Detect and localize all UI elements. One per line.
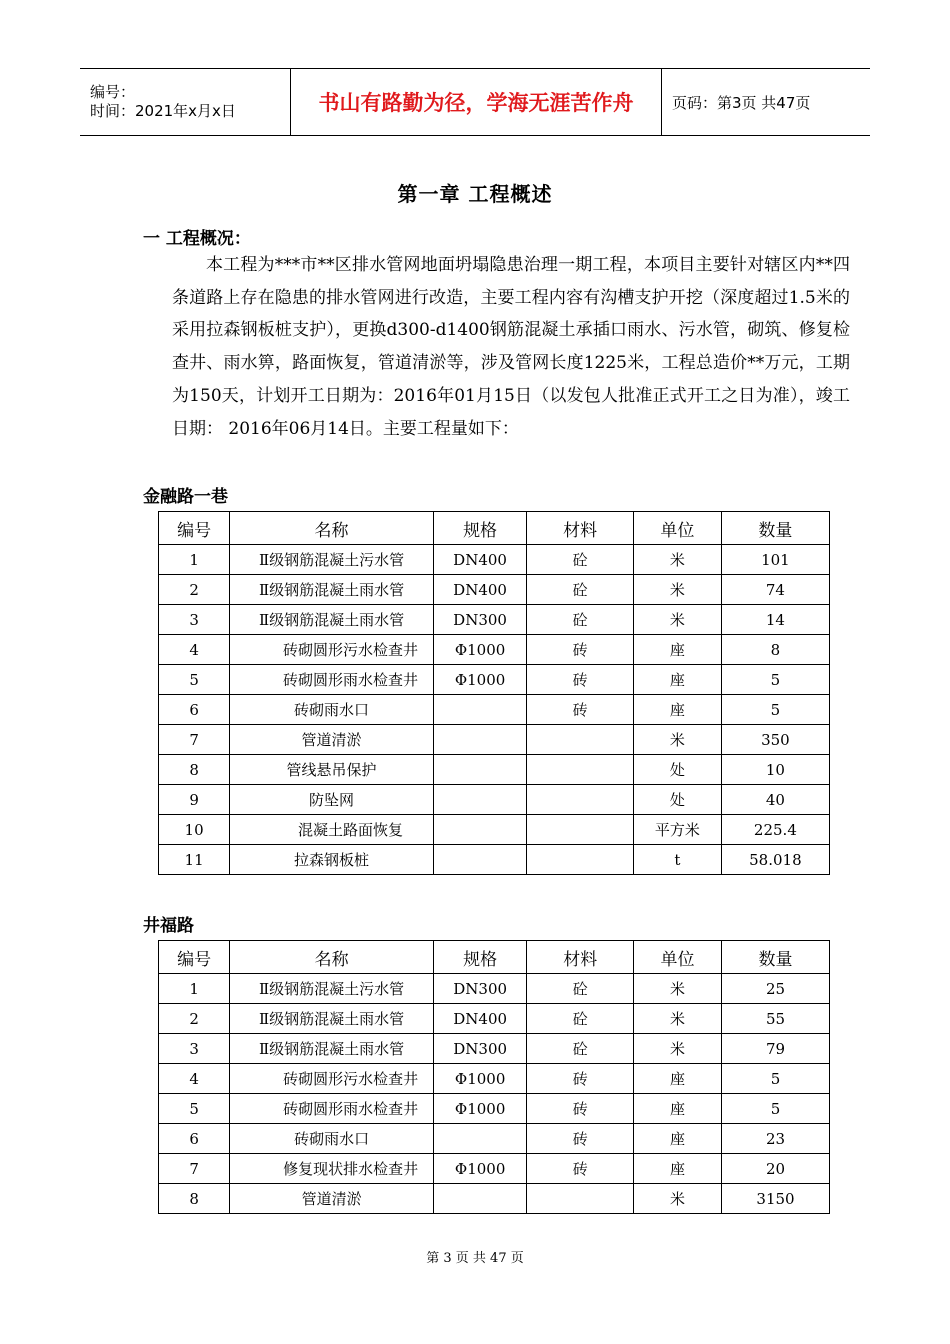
table-row xyxy=(159,575,830,605)
table-cell: 座 xyxy=(634,1094,722,1124)
table-cell: 砖砌雨水口 xyxy=(230,1124,434,1154)
serial-label: 编号： xyxy=(90,83,136,101)
table-cell: Φ1000 xyxy=(433,665,526,695)
table-cell: 3150 xyxy=(722,1184,830,1214)
table-cell: 6 xyxy=(159,695,230,725)
table-cell: 5 xyxy=(722,1064,830,1094)
table-row xyxy=(159,665,830,695)
table-cell: 砖 xyxy=(527,1094,634,1124)
table-cell: DN300 xyxy=(433,974,526,1004)
table-cell: Ⅱ级钢筋混凝土污水管 xyxy=(230,974,434,1004)
table-row xyxy=(159,974,830,1004)
column-header: 材料 xyxy=(527,941,634,974)
table-cell: 砖砌圆形雨水检查井 xyxy=(230,1094,434,1124)
table-cell: 101 xyxy=(721,545,829,575)
table-cell: 225.4 xyxy=(721,815,829,845)
table-cell: 修复现状排水检查井 xyxy=(230,1154,434,1184)
page-header xyxy=(80,68,870,136)
table-cell: 6 xyxy=(159,1124,230,1154)
table-cell xyxy=(433,695,526,725)
table-row xyxy=(159,785,830,815)
table-cell: 管线悬吊保护 xyxy=(230,755,434,785)
table-cell xyxy=(527,755,634,785)
table-row xyxy=(159,635,830,665)
table-cell: 5 xyxy=(159,665,230,695)
table-cell: 4 xyxy=(159,635,230,665)
table-cell xyxy=(433,785,526,815)
table-cell xyxy=(433,1184,526,1214)
table-cell: 40 xyxy=(721,785,829,815)
table-cell xyxy=(433,755,526,785)
table-cell: 管道清淤 xyxy=(230,1184,434,1214)
table-cell xyxy=(527,845,634,875)
table-cell: DN400 xyxy=(433,575,526,605)
table-cell: Φ1000 xyxy=(433,1064,526,1094)
column-header: 名称 xyxy=(230,512,434,545)
table-row xyxy=(159,815,830,845)
table-cell xyxy=(527,815,634,845)
table-cell: 防坠网 xyxy=(230,785,434,815)
table-cell: 处 xyxy=(633,785,721,815)
table-cell: 7 xyxy=(159,1154,230,1184)
table-row xyxy=(159,1064,830,1094)
table-cell: 3 xyxy=(159,605,230,635)
table-row xyxy=(159,1154,830,1184)
table-cell: 5 xyxy=(721,695,829,725)
table-cell: 砖 xyxy=(527,1124,634,1154)
table-cell: 砼 xyxy=(527,1034,634,1064)
table-cell: 砖 xyxy=(527,635,634,665)
table-cell: 座 xyxy=(633,695,721,725)
quantity-table-2 xyxy=(158,940,830,1214)
table-cell: 7 xyxy=(159,725,230,755)
table-cell: 座 xyxy=(634,1124,722,1154)
table-cell: 米 xyxy=(633,545,721,575)
table-cell: 管道清淤 xyxy=(230,725,434,755)
table-cell: 4 xyxy=(159,1064,230,1094)
table-row xyxy=(159,1034,830,1064)
column-header: 编号 xyxy=(159,941,230,974)
table-cell xyxy=(527,785,634,815)
header-motto: 书山有路勤为径，学海无涯苦作舟 xyxy=(291,69,662,136)
table-cell: 拉森钢板桩 xyxy=(230,845,434,875)
column-header: 材料 xyxy=(527,512,634,545)
table-cell: 砼 xyxy=(527,605,634,635)
table-cell: 座 xyxy=(633,665,721,695)
column-header: 编号 xyxy=(159,512,230,545)
table-cell: DN300 xyxy=(433,605,526,635)
table-row xyxy=(159,725,830,755)
table-cell: 米 xyxy=(634,974,722,1004)
column-header: 单位 xyxy=(634,941,722,974)
table-cell: 79 xyxy=(722,1034,830,1064)
table-cell: 20 xyxy=(722,1154,830,1184)
table-cell: 5 xyxy=(159,1094,230,1124)
table-cell: 10 xyxy=(721,755,829,785)
table-cell: 3 xyxy=(159,1034,230,1064)
table-cell: 米 xyxy=(633,575,721,605)
table-cell xyxy=(527,725,634,755)
table-cell: DN400 xyxy=(433,545,526,575)
column-header: 数量 xyxy=(721,512,829,545)
column-header: 规格 xyxy=(433,941,526,974)
table-row xyxy=(159,1184,830,1214)
table-cell: 1 xyxy=(159,974,230,1004)
table-cell: 砼 xyxy=(527,545,634,575)
table-cell: 混凝土路面恢复 xyxy=(230,815,434,845)
table-row xyxy=(159,755,830,785)
table-cell: 砖 xyxy=(527,1064,634,1094)
table-cell: 2 xyxy=(159,575,230,605)
table-header-row xyxy=(159,941,830,974)
table-cell: 55 xyxy=(722,1004,830,1034)
header-page-info: 页码：第3页 共47页 xyxy=(662,69,871,136)
table-cell: Ⅱ级钢筋混凝土雨水管 xyxy=(230,1004,434,1034)
table-cell: 8 xyxy=(159,755,230,785)
table-cell: 处 xyxy=(633,755,721,785)
table-cell: t xyxy=(633,845,721,875)
table-cell xyxy=(433,1124,526,1154)
table-cell: 米 xyxy=(634,1034,722,1064)
table-cell: 350 xyxy=(721,725,829,755)
table-cell: DN400 xyxy=(433,1004,526,1034)
table-row xyxy=(159,545,830,575)
table-cell: 5 xyxy=(722,1094,830,1124)
section-title: 一 工程概况： xyxy=(143,229,251,249)
table-cell: 砖砌圆形雨水检查井 xyxy=(230,665,434,695)
table-cell: 10 xyxy=(159,815,230,845)
page-footer: 第 3 页 共 47 页 xyxy=(426,1251,524,1266)
quantity-table-1 xyxy=(158,511,830,875)
time-label: 时间：2021年x月x日 xyxy=(90,102,236,120)
table-cell: 11 xyxy=(159,845,230,875)
table-row xyxy=(159,695,830,725)
table1-title: 金融路一巷 xyxy=(143,487,228,507)
table-cell: Φ1000 xyxy=(433,1094,526,1124)
table-cell: Ⅱ级钢筋混凝土雨水管 xyxy=(230,1034,434,1064)
table-cell: 米 xyxy=(633,725,721,755)
table-cell: Ⅱ级钢筋混凝土雨水管 xyxy=(230,605,434,635)
table-cell xyxy=(433,845,526,875)
table-cell: 砖砌雨水口 xyxy=(230,695,434,725)
table-cell: DN300 xyxy=(433,1034,526,1064)
table-cell: 23 xyxy=(722,1124,830,1154)
table-header-row xyxy=(159,512,830,545)
table-cell: 58.018 xyxy=(721,845,829,875)
table-cell: 平方米 xyxy=(633,815,721,845)
table-cell: 座 xyxy=(634,1064,722,1094)
table-cell: 米 xyxy=(634,1184,722,1214)
table-cell: 座 xyxy=(634,1154,722,1184)
column-header: 单位 xyxy=(633,512,721,545)
table-cell: Φ1000 xyxy=(433,1154,526,1184)
table-cell: 米 xyxy=(633,605,721,635)
table-cell: Φ1000 xyxy=(433,635,526,665)
table-cell: 砖砌圆形污水检查井 xyxy=(230,635,434,665)
table-cell: Ⅱ级钢筋混凝土污水管 xyxy=(230,545,434,575)
table-cell: 砼 xyxy=(527,575,634,605)
table-cell: 8 xyxy=(159,1184,230,1214)
table-cell: 砖 xyxy=(527,695,634,725)
table-cell: 1 xyxy=(159,545,230,575)
table-cell: 米 xyxy=(634,1004,722,1034)
table-cell: 砼 xyxy=(527,974,634,1004)
table-row xyxy=(159,1004,830,1034)
table-cell: 9 xyxy=(159,785,230,815)
table-cell: 砖 xyxy=(527,665,634,695)
table-cell: Ⅱ级钢筋混凝土雨水管 xyxy=(230,575,434,605)
table-cell: 砼 xyxy=(527,1004,634,1034)
intro-paragraph: 本工程为***市**区排水管网地面坍塌隐患治理一期工程，本项目主要针对辖区内**四条道路上存在隐患的排水管网进行改造，主要工程内容有沟槽支护开挖（深度超过1.5米的采用拉森钢板桩支护），更换d300-d1400钢筋混凝土承插口雨水、污水管，砌筑、修复检查井、雨水箅，路面恢复，管道清淤等，涉及管网长度1225米，工程总造价**万元，工期为150天，计划开工日期为：2016年01月15日（以发包人批准正式开工之日为准），竣工日期： 2016年06月14日。主要工程量如下： xyxy=(172,255,850,439)
table-row xyxy=(159,1094,830,1124)
table-cell: 2 xyxy=(159,1004,230,1034)
header-meta xyxy=(80,69,291,136)
table-cell xyxy=(527,1184,634,1214)
table-cell: 74 xyxy=(721,575,829,605)
table-cell: 14 xyxy=(721,605,829,635)
table-cell: 8 xyxy=(721,635,829,665)
table-cell xyxy=(433,815,526,845)
table-cell: 砖砌圆形污水检查井 xyxy=(230,1064,434,1094)
table-cell: 5 xyxy=(721,665,829,695)
column-header: 规格 xyxy=(433,512,526,545)
table-row xyxy=(159,605,830,635)
table-row xyxy=(159,845,830,875)
column-header: 名称 xyxy=(230,941,434,974)
table-cell: 25 xyxy=(722,974,830,1004)
table-cell: 砖 xyxy=(527,1154,634,1184)
table-cell xyxy=(433,725,526,755)
chapter-title: 第一章 工程概述 xyxy=(397,182,553,206)
table-row xyxy=(159,1124,830,1154)
column-header: 数量 xyxy=(722,941,830,974)
table2-title: 井福路 xyxy=(143,916,194,936)
table-cell: 座 xyxy=(633,635,721,665)
